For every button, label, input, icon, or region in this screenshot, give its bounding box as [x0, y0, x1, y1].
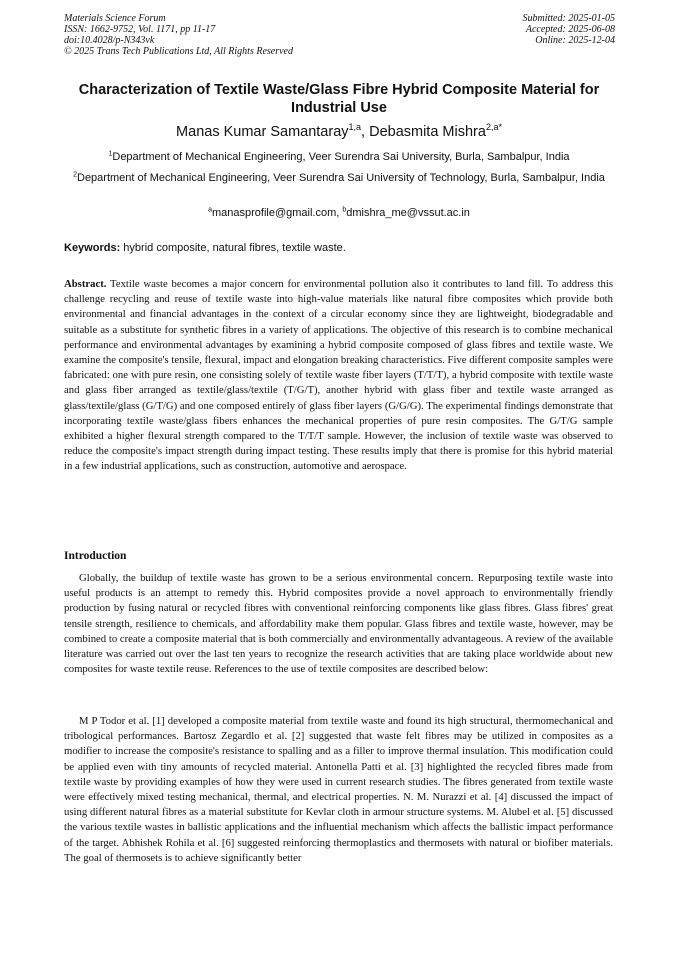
keywords: [64, 241, 614, 255]
journal-issn: ISSN: 1662-9752, Vol. 1171, pp 11-17: [64, 24, 216, 35]
email-2-sup: b: [342, 206, 347, 214]
affiliation-2: [64, 170, 614, 187]
abstract-text: Textile waste becomes a major concern for environmental pollution also it contributes to land fill. To address this challenge recycling and reuse of textile waste into high-value materials like natural fibre composites which provide both environmental and financial advantages in the context of a circular economy since they are lightweight, biodegradable and suitable as a substitute for synthetic fibres in a variety of applications. The objective of this research is to combine mechanical performance and environmental advantages by examining a hybrid composite composed of glass fibres and textile waste. We examine the composite's tensile, flexural, impact and elongation breaking characteristics. Five different composite samples were fabricated: one with pure resin, one consisting solely of textile waste fiber layers (T/T/T), a hybrid composite with textile waste and glass fiber arranged as textile/glass/textile (T/G/T), another hybrid with glass fiber and textile waste arranged as glass/textile/glass (G/T/G) and one composed entirely of glass fiber layers (G/G/G). The experimental findings demonstrate that incorporating textile waste/glass fibers enhances the mechanical properties of pure resin composites. The G/T/G sample exhibited a higher flexural strength compared to the T/T/T sample. However, the inclusion of textile waste was observed to reduce the composite's impact strength during impact testing. These results imply that there is promise for this hybrid material in a few industrial applications, such as construction, automotive and aerospace.: [64, 278, 613, 473]
author-2-name: Debasmita Mishra: [369, 124, 486, 140]
publication-dates: [395, 13, 615, 46]
journal-name: Materials Science Forum: [64, 13, 166, 24]
affiliation-1-text: Department of Mechanical Engineering, Veer Surendra Sai University, Burla, Sambalpur, India: [112, 151, 570, 163]
author-list: [60, 123, 618, 141]
email-1: manasprofile@gmail.com,: [211, 207, 343, 219]
author-2-sup: 2,a*: [485, 122, 502, 133]
keywords-label: Keywords:: [64, 242, 121, 254]
date-online: Online: 2025-12-04: [535, 35, 615, 46]
abstract-label: Abstract.: [64, 278, 107, 290]
email-2: dmishra_me@vssut.ac.in: [346, 207, 470, 219]
paper-title: Characterization of Textile Waste/Glass Fibre Hybrid Composite Material for Industrial Use: [78, 82, 600, 116]
journal-info: [64, 13, 394, 57]
author-emails: [64, 206, 614, 220]
date-accepted: Accepted: 2025-06-08: [525, 24, 615, 35]
abstract: [64, 277, 613, 475]
affiliation-2-sup: 2: [73, 171, 77, 179]
affiliation-1-sup: 1: [108, 150, 113, 158]
email-1-sup: a: [208, 206, 212, 214]
journal-doi: doi:10.4028/p-N343vk: [64, 35, 155, 46]
keywords-text: hybrid composite, natural fibres, textile waste.: [120, 242, 346, 254]
author-separator: ,: [361, 124, 370, 140]
author-1-name: Manas Kumar Samantaray: [176, 124, 349, 140]
affiliation-2-text: Department of Mechanical Engineering, Veer Surendra Sai University of Technology, Burla, Sambalpur, India: [77, 172, 605, 184]
section-heading-introduction: Introduction: [64, 550, 127, 562]
intro-paragraph-1: Globally, the buildup of textile waste has grown to be a serious environmental concern. Repurposing textile waste into useful products is an attempt to remedy this. Hybrid composites provide a novel approach to environmentally friendly production by fusing natural or recycled fibres with conventional reinforcing components like glass fibres. Glass fibres' great tensile strength, resilience to chemicals, and affordability make them popular. Glass fibres and textile waste, however, may be combined to create a composite material that is both commercially and environmentally advantageous. A review of the available literature was carried out over the last ten years to recognize the research activities that are taking place worldwide about new composites for waste textile reuse. References to the use of textile composites are described below:: [64, 572, 613, 676]
journal-copyright: © 2025 Trans Tech Publications Ltd, All Rights Reserved: [64, 46, 293, 57]
date-submitted: Submitted: 2025-01-05: [522, 13, 615, 24]
affiliation-1: [64, 149, 614, 166]
author-1-sup: 1,a: [348, 122, 362, 133]
intro-paragraph-2: M P Todor et al. [1] developed a composite material from textile waste and found its high structural, thermomechanical and tribological performances. Bartosz Zegardlo et al. [2] suggested that waste felt fibres may be utilized in composites as a modifier to increase the composite's resistance to spalling and as a filler to improve thermal insulation. This modification could be applied even with tiny amounts of recycled material. Antonella Patti et al. [3] highlighted the recycled fibres made from textile waste by providing examples of how they were used in current research studies. The fibres generated from textile waste were effectively mixed testing mechanical, thermal, and electrical properties. N. M. Nurazzi et al. [4] discussed the impact of using different natural fibres as a material substitute for Kevlar cloth in armour structure systems. M. Alubel et al. [5] discussed the various textile wastes in ballistic applications and the influential mechanism which affects the ballistic impact performance of the target. Abhishek Rohila et al. [6] suggested reinforcing thermoplastics and thermosets with natural or biofiber materials. The goal of thermosets is to achieve significantly better: [64, 715, 613, 864]
